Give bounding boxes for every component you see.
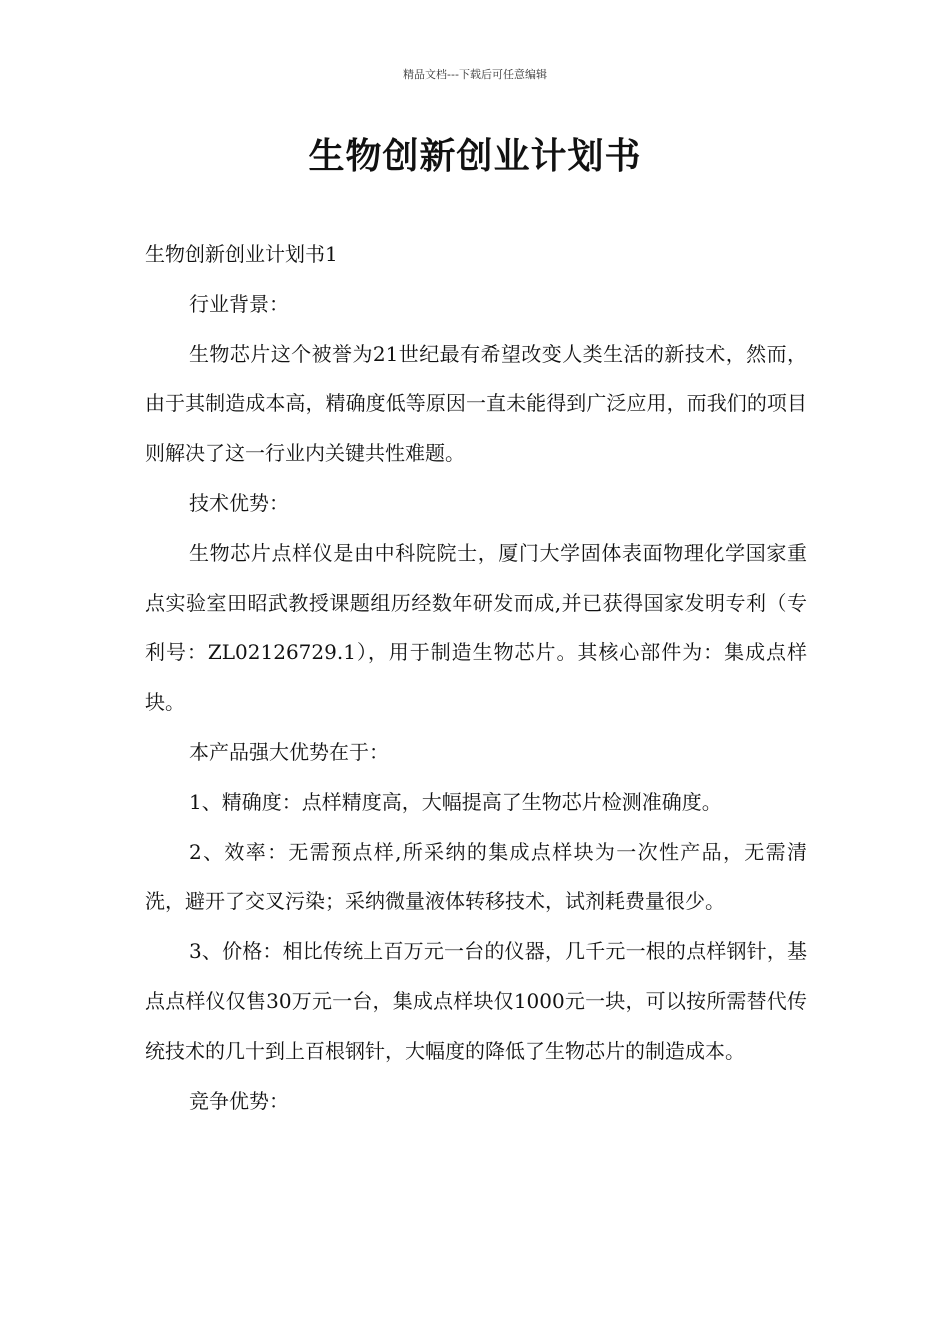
paragraph-industry-background-label: 行业背景：: [189, 291, 289, 316]
paragraph-price: 3、价格：相比传统上百万元一台的仪器，几千元一根的点样钢针，基点点样仪仅售30万元一台，集成点样块仅1000元一块，可以按所需替代传统技术的几十到上百根钢针，大幅度的降低了生物芯片的制造成本。: [145, 939, 807, 1063]
section-heading: 生物创新创业计划书1: [145, 242, 338, 266]
paragraph-product-advantage-label: 本产品强大优势在于：: [189, 739, 389, 764]
paragraph-industry-background: 生物芯片这个被誉为21世纪最有希望改变人类生活的新技术，然而，由于其制造成本高，精确度低等原因一直未能得到广泛应用，而我们的项目则解决了这一行业内关键共性难题。: [145, 341, 807, 466]
paragraph-competitive-advantage-label: 竞争优势：: [189, 1088, 289, 1113]
page-header-note: 精品文档---下载后可任意编辑: [403, 68, 547, 81]
document-title: 生物创新创业计划书: [308, 136, 642, 177]
paragraph-accuracy: 1、精确度：点样精度高，大幅提高了生物芯片检测准确度。: [189, 789, 722, 814]
document-body: [145, 230, 807, 1126]
paragraph-tech-advantage-label: 技术优势：: [189, 490, 289, 515]
paragraph-efficiency: 2、效率：无需预点样,所采纳的集成点样块为一次性产品，无需清洗，避开了交叉污染；采纳微量液体转移技术，试剂耗费量很少。: [145, 839, 807, 914]
paragraph-tech-advantage: 生物芯片点样仪是由中科院院士，厦门大学固体表面物理化学国家重点实验室田昭武教授课题组历经数年研发而成,并已获得国家发明专利（专利号：ZL02126729.1），用于制造生物芯片。其核心部件为：集成点样块。: [145, 540, 807, 715]
